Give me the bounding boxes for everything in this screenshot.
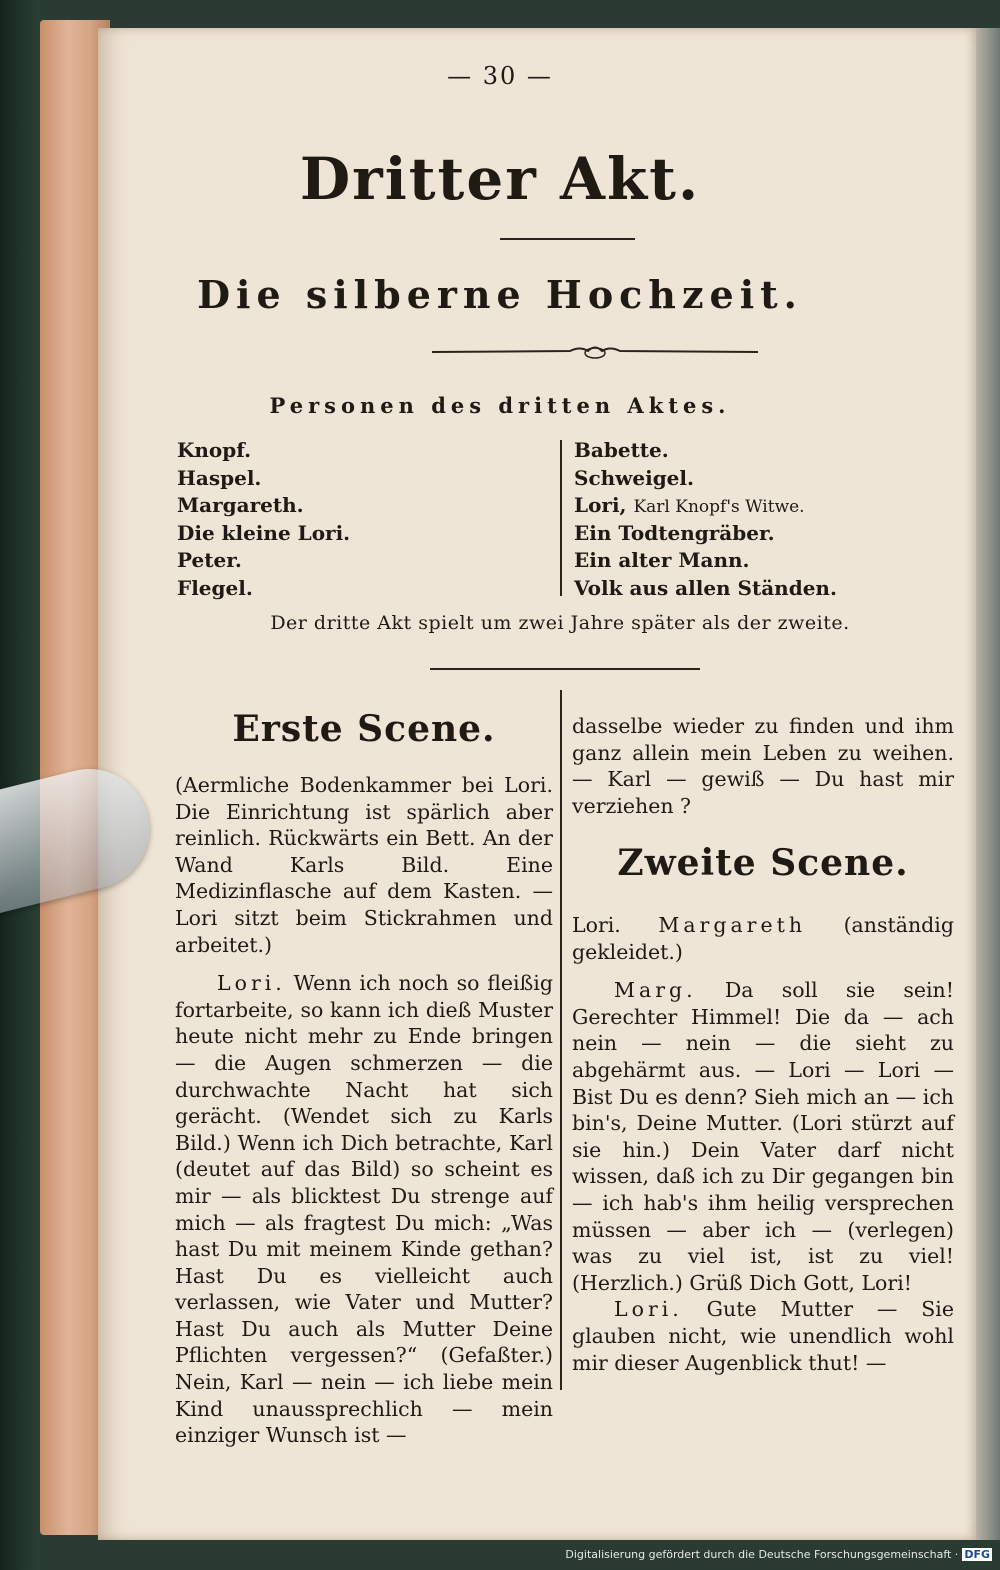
dialogue-paragraph: [572, 1296, 954, 1376]
cast-heading: Personen des dritten Aktes.: [269, 393, 731, 418]
cast-member: [574, 520, 974, 548]
scene-cast-line: [572, 912, 954, 965]
cast-member: Peter.: [177, 548, 242, 572]
dfg-logo: DFG: [964, 1548, 990, 1561]
cast-note: Karl Knopf's Witwe.: [633, 497, 805, 517]
speech-text: Wenn ich noch so fleißig fortarbeite, so kann ich dieß Muster heute nicht mehr zu Ende bringen — die Augen schmerzen — die durchwachte Nacht hat sich gerächt. (Wendet sich zu Karls Bild.) Wenn ich Dich betrachte, Karl (deutet auf das Bild) so scheint es mir — als blicktest Du strenge auf mich — als fragtest Du mich: „Was hast Du mit meinem Kinde gethan? Hast Du es vielleicht auch verlassen, wie Vater und Mutter? Hast Du auch als Mutter Deine Pflichten vergessen?“ (Gefaßter.) Nein, Karl — nein — ich liebe mein Kind unaussprechlich — mein einziger Wunsch ist —: [175, 971, 553, 1448]
speaker-name: Lori.: [217, 971, 286, 996]
cast-name: Ein Todtengräber.: [574, 520, 775, 545]
cast-name: Lori,: [574, 493, 627, 517]
title-rule: [500, 238, 635, 240]
speech-text: Da soll sie sein! Gerechter Himmel! Die da — ach nein — nein — die sieht zu abgehärmt aus. — Lori — Lori — Bist Du es denn? Sieh mich an — ich bin's, Deine Mutter. (Lori stürzt auf sie hin.) Dein Vater darf nicht wissen, daß ich zu Dir gegangen bin — ich hab's ihm heilig versprechen müssen — aber ich — (verlegen) was zu viel ist, ist zu viel! (Herzlich.) Grüß Dich Gott, Lori!: [572, 978, 954, 1295]
section-rule: [430, 668, 700, 670]
speaker-name: Margareth: [658, 913, 807, 937]
stage-direction: (Aermliche Bodenkammer bei Lori. Die Einrichtung ist spärlich aber reinlich. Rückwärts ein Bett. An der Wand Karls Bild. Eine Medizinflasche auf dem Kasten. — Lori sitzt beim Stickrahmen und arbeitet.): [175, 773, 553, 957]
scene-title: Zweite Scene.: [617, 842, 909, 884]
left-column: [175, 772, 553, 1449]
speaker-name: Lori.: [572, 913, 621, 937]
cast-member: [574, 465, 974, 493]
cast-member: Haspel.: [177, 465, 262, 490]
cast-name: Volk aus allen Ständen.: [574, 575, 837, 600]
page-gutter-shadow: [976, 28, 1000, 1540]
cast-name: Babette.: [574, 438, 669, 462]
page-number: — 30 —: [447, 62, 553, 90]
dialogue-paragraph: [572, 977, 954, 1296]
speech-text: Gute Mutter — Sie glauben nicht, wie unendlich wohl mir dieser Augenblick thut! —: [572, 1297, 954, 1375]
act-note: [0, 612, 1000, 634]
cast-member: Knopf.: [177, 438, 252, 462]
cast-member: [574, 575, 974, 603]
cast-list-left: [177, 437, 547, 602]
cast-list-right: [574, 437, 974, 602]
cast-member: Flegel.: [177, 575, 253, 600]
cast-divider: [560, 440, 562, 596]
dialogue-paragraph: [175, 970, 553, 1449]
speaker-name: Marg.: [614, 978, 697, 1003]
speaker-name: Lori.: [614, 1297, 683, 1322]
cast-member: Die kleine Lori.: [177, 520, 351, 545]
cast-member: [574, 547, 974, 575]
act-note-text: Der dritte Akt spielt um zwei Jahre später als der zweite.: [270, 612, 850, 634]
scene-title: Erste Scene.: [232, 708, 496, 750]
cast-member: [574, 437, 974, 465]
cast-member: Margareth.: [177, 493, 304, 517]
cast-name: Ein alter Mann.: [574, 548, 750, 572]
play-subtitle: Die silberne Hochzeit.: [197, 272, 803, 317]
stage-direction: (anständig gekleidet.): [572, 913, 954, 964]
footer-text: Digitalisierung gefördert durch die Deutsche Forschungsgemeinschaft ·: [565, 1548, 959, 1561]
act-title: Dritter Akt.: [299, 145, 701, 213]
cast-member: [574, 492, 974, 520]
right-column: [572, 912, 954, 1376]
column-divider: [560, 690, 562, 1390]
speech-continuation: dasselbe wieder zu finden und ihm ganz allein mein Leben zu weihen. — Karl — gewiß — Du hast mir verziehen ?: [572, 714, 954, 818]
right-column-top: [572, 713, 954, 819]
cast-name: Schweigel.: [574, 465, 694, 490]
footer-credit: [565, 1548, 992, 1561]
ornament-divider: [430, 342, 760, 362]
